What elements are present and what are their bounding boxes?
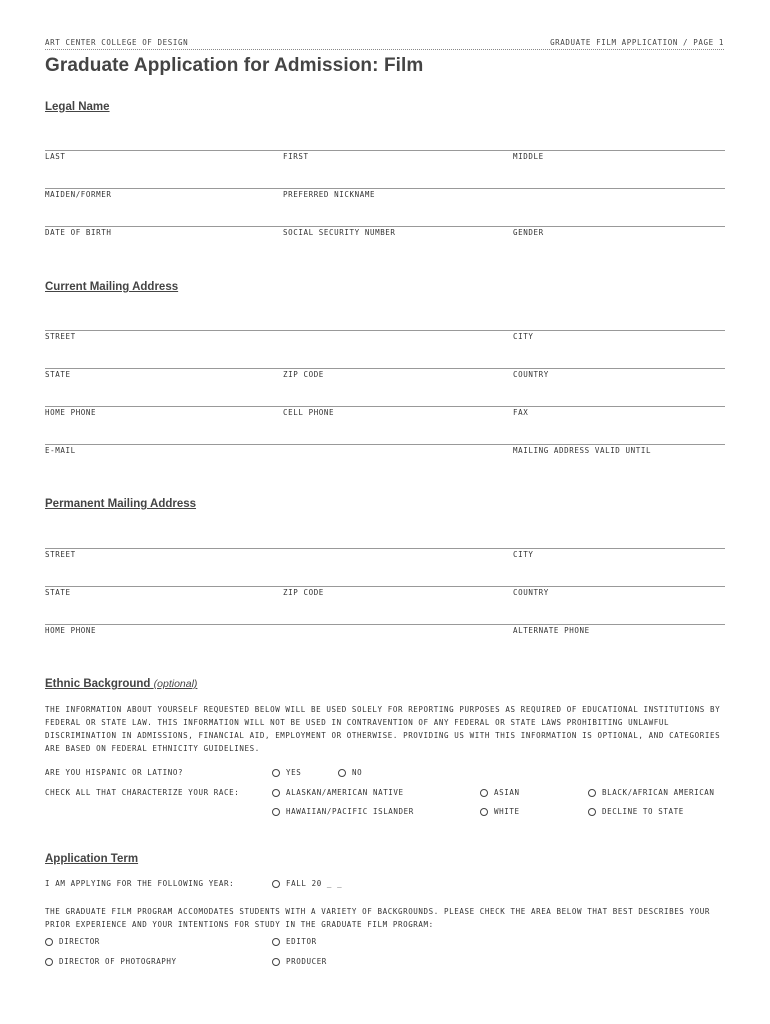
option-label: ALASKAN/AMERICAN NATIVE [286, 788, 404, 797]
label-dob: DATE OF BIRTH [45, 228, 112, 237]
area-option-editor[interactable] [272, 937, 317, 946]
race-option-white[interactable] [480, 807, 520, 816]
label-perm-street: STREET [45, 550, 76, 559]
section-ethnic [45, 678, 197, 690]
race-option-decline[interactable] [588, 807, 684, 816]
label-perm-city: CITY [513, 550, 534, 559]
label-fax: FAX [513, 408, 529, 417]
label-valid-until: MAILING ADDRESS VALID UNTIL [513, 446, 652, 455]
label-perm-alt-phone: ALTERNATE PHONE [513, 626, 590, 635]
field-line-home-phone[interactable] [45, 406, 725, 407]
option-label: EDITOR [286, 937, 317, 946]
section-ethnic-title: Ethnic Background [45, 678, 151, 690]
field-line-perm-phone[interactable] [45, 624, 725, 625]
field-line-street[interactable] [45, 330, 725, 331]
field-line-perm-street[interactable] [45, 548, 725, 549]
field-line-state[interactable] [45, 368, 725, 369]
hispanic-question: ARE YOU HISPANIC OR LATINO? [45, 768, 184, 777]
label-first: FIRST [283, 152, 309, 161]
race-option-asian[interactable] [480, 788, 520, 797]
label-gender: GENDER [513, 228, 544, 237]
area-option-dop[interactable] [45, 957, 177, 966]
radio-icon[interactable] [338, 769, 346, 777]
section-legal-name: Legal Name [45, 101, 110, 113]
label-city: CITY [513, 332, 534, 341]
field-line-last[interactable] [45, 150, 725, 151]
option-label: ASIAN [494, 788, 520, 797]
header-institution: ART CENTER COLLEGE OF DESIGN [45, 38, 189, 47]
label-last: LAST [45, 152, 66, 161]
radio-icon[interactable] [272, 789, 280, 797]
radio-icon[interactable] [45, 958, 53, 966]
label-zip: ZIP CODE [283, 370, 324, 379]
radio-icon[interactable] [272, 769, 280, 777]
ethnic-disclaimer: THE INFORMATION ABOUT YOURSELF REQUESTED BELOW WILL BE USED SOLELY FOR REPORTING PURPOSES AS REQUIRED OF EDUCATIONAL INSTITUTIONS BY FEDERAL OR STATE LAW. THIS INFORMATION WILL NOT BE USED IN CONTRAVENTION OF ANY FEDERAL OR STATE LAWS PROHIBITING UNLAWFUL DISCRIMINATION IN ADMISSIONS, FINANCIAL AID, EMPLOYMENT OR OTHERWISE. PROVIDING US WITH THIS INFORMATION IS OPTIONAL, AND CATEGORIES ARE BASED ON FEDERAL ETHNICITY GUIDELINES. [45, 705, 721, 753]
hispanic-yes-option[interactable] [272, 768, 301, 777]
option-label: HAWAIIAN/PACIFIC ISLANDER [286, 807, 414, 816]
race-option-hawaiian[interactable] [272, 807, 414, 816]
label-country: COUNTRY [513, 370, 549, 379]
option-label: WHITE [494, 807, 520, 816]
race-question: CHECK ALL THAT CHARACTERIZE YOUR RACE: [45, 788, 240, 797]
label-ssn: SOCIAL SECURITY NUMBER [283, 228, 396, 237]
race-option-alaskan[interactable] [272, 788, 404, 797]
label-street: STREET [45, 332, 76, 341]
option-label: YES [286, 768, 302, 777]
label-perm-country: COUNTRY [513, 588, 549, 597]
label-maiden: MAIDEN/FORMER [45, 190, 112, 199]
option-label: FALL 20 _ _ [286, 879, 343, 888]
field-line-email[interactable] [45, 444, 725, 445]
label-email: E-MAIL [45, 446, 76, 455]
radio-icon[interactable] [480, 808, 488, 816]
radio-icon[interactable] [588, 789, 596, 797]
field-line-perm-state[interactable] [45, 586, 725, 587]
option-label: NO [352, 768, 363, 777]
header-divider [45, 49, 724, 50]
radio-icon[interactable] [480, 789, 488, 797]
option-label: DIRECTOR [59, 937, 100, 946]
hispanic-no-option[interactable] [338, 768, 362, 777]
term-fall-option[interactable] [272, 879, 342, 888]
program-description: THE GRADUATE FILM PROGRAM ACCOMODATES STUDENTS WITH A VARIETY OF BACKGROUNDS. PLEASE CHECK THE AREA BELOW THAT BEST DESCRIBES YOUR PRIOR EXPERIENCE AND YOUR INTENTIONS FOR STUDY IN THE GRADUATE FILM PROGRAM: [45, 907, 710, 929]
field-line-maiden[interactable] [45, 188, 725, 189]
section-permanent-address: Permanent Mailing Address [45, 498, 197, 510]
header-page-info: GRADUATE FILM APPLICATION / PAGE 1 [550, 38, 724, 47]
label-middle: MIDDLE [513, 152, 544, 161]
area-option-producer[interactable] [272, 957, 327, 966]
page-title: Graduate Application for Admission: Film [45, 55, 424, 76]
option-label: PRODUCER [286, 957, 327, 966]
year-question: I AM APPLYING FOR THE FOLLOWING YEAR: [45, 879, 235, 888]
label-perm-zip: ZIP CODE [283, 588, 324, 597]
label-nickname: PREFERRED NICKNAME [283, 190, 376, 199]
radio-icon[interactable] [272, 958, 280, 966]
option-label: BLACK/AFRICAN AMERICAN [602, 788, 715, 797]
radio-icon[interactable] [272, 880, 280, 888]
radio-icon[interactable] [45, 938, 53, 946]
label-perm-state: STATE [45, 588, 71, 597]
label-perm-home-phone: HOME PHONE [45, 626, 97, 635]
option-label: DIRECTOR OF PHOTOGRAPHY [59, 957, 177, 966]
label-cell-phone: CELL PHONE [283, 408, 335, 417]
radio-icon[interactable] [588, 808, 596, 816]
section-current-address: Current Mailing Address [45, 281, 179, 293]
race-option-black[interactable] [588, 788, 715, 797]
area-option-director[interactable] [45, 937, 100, 946]
label-home-phone: HOME PHONE [45, 408, 97, 417]
option-label: DECLINE TO STATE [602, 807, 684, 816]
label-state: STATE [45, 370, 71, 379]
section-application-term: Application Term [45, 853, 139, 865]
radio-icon[interactable] [272, 808, 280, 816]
section-ethnic-optional: (optional) [153, 678, 198, 690]
field-line-dob[interactable] [45, 226, 725, 227]
radio-icon[interactable] [272, 938, 280, 946]
